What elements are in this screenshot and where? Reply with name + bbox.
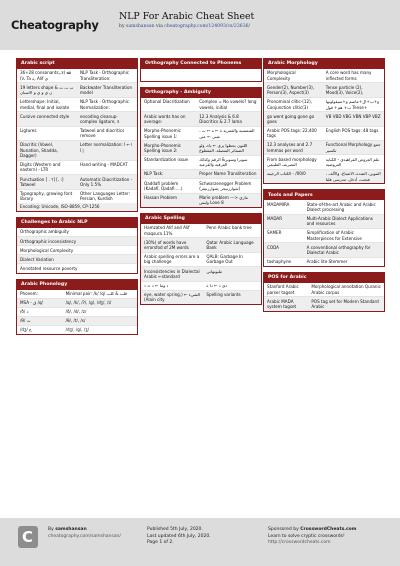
cell-term: From based morphology التصريف الطبيعي: [264, 155, 323, 169]
encoding-note: Encoding: Unicode, ISO-8859, CP-1256: [17, 203, 137, 211]
table-row: [17, 160, 137, 174]
cell-term: 36+28 consonants,ﷲ (ﻻ، ﻷ)، Ta ة, Alif ى: [20, 70, 69, 81]
cell-term: Stanford Arabic parser tagset: [267, 284, 299, 295]
cell-term: Annotated resource poverty: [17, 264, 137, 273]
cell-value: NLP Task - Orthographic Transliteration:: [80, 70, 130, 81]
table-row: [17, 97, 137, 111]
page-title: NLP For Arabic Cheat Sheet: [119, 11, 255, 22]
column-3: [263, 58, 385, 317]
updated-date: Last updated 6th July, 2020.: [147, 533, 211, 539]
cell-term: Typography, growing font library: [17, 189, 77, 203]
sponsor-label: Sponsored by: [268, 527, 299, 532]
cell-value: Qatar Arabic Language Bank: [203, 238, 261, 252]
table-row: [17, 325, 137, 334]
list-item: [17, 264, 137, 273]
cell-term: Arabic spelling errors are a big challenge: [141, 252, 203, 266]
cheatography-c-logo[interactable]: [18, 526, 38, 548]
table-row: [264, 200, 384, 214]
column-2: [140, 58, 262, 310]
table-row: [17, 112, 137, 126]
cell-term: الشيء ← (eye, water spring, Alain city): [141, 290, 203, 304]
cell-term: Inconsistencies in Dialectal Arabic ←standard: [141, 267, 203, 281]
page-number: Page 1 of 2.: [147, 540, 174, 546]
via-label: via: [156, 24, 163, 29]
table-row: [17, 141, 137, 161]
cell-term: ذ /ð/: [17, 307, 63, 316]
list-item: [17, 255, 137, 264]
cell-term: ج /dʒ/: [17, 325, 63, 334]
cell-term: 19 letters shape & ﺏ ﺕ ﺙ ﻥ ﻱ و ﻱ ﻭ ﺍﻻﺳﻨﺎﻥ: [17, 83, 77, 97]
arabic-script-section: [16, 58, 138, 212]
cell-value: Automatic Diacritization - Only 1.5%: [77, 175, 137, 189]
tools-section: [263, 189, 385, 267]
header: [0, 0, 400, 50]
cell-value: Tatweel and diacritics remove: [77, 126, 137, 140]
cell-term: ث /θ/: [17, 316, 63, 325]
cell-value: Backwater Transliteration model: [77, 83, 137, 97]
sponsor-link[interactable]: CrosswordCheats.com: [300, 527, 357, 532]
section-title: Tools and Papers: [264, 190, 384, 200]
morphology-section: [263, 58, 385, 184]
table-row: [141, 281, 261, 290]
section-title: Arabic Morphology: [264, 59, 384, 69]
sheet-url-link[interactable]: cheatography.com/124093/cs/23636/: [164, 24, 251, 29]
table-row: [141, 170, 261, 179]
sponsor-tagline: Learn to solve cryptic crosswords!: [268, 533, 345, 539]
cell-value: Tense particle (2), Mood(3), Voice(2),: [323, 83, 384, 97]
cell-term: NLP Task:: [141, 170, 196, 179]
cell-term: MADAR: [264, 214, 304, 228]
table-row: [141, 290, 261, 304]
table-row: [17, 83, 137, 97]
cell-term: (30%) of words have errorsfod of 2M words: [141, 238, 203, 252]
cell-value: علم العروض الفراهيدي - الكناية العروضية: [323, 155, 384, 169]
by-label: By: [48, 527, 54, 532]
cell-term: go went going gone go goes: [264, 112, 323, 126]
cell-value: دى ذ ← دا ة: [203, 281, 261, 290]
table-row: [17, 307, 137, 316]
table-row: [141, 193, 261, 207]
cell-term: Morphological Complexity: [17, 246, 137, 255]
table-row: [141, 126, 261, 140]
cell-value: Marie problem ---> ماري وليس Love 8: [196, 193, 261, 207]
cell-value: Multi-Arabic Dialect Applications and resources: [304, 214, 384, 228]
cell-term: Morpho-Phonemic Spelling issue 1:: [141, 126, 196, 140]
table-row: [141, 155, 261, 169]
logo-letter: C: [22, 528, 34, 546]
cell-term: Lettershape: Initial, medial, final and isolate: [17, 97, 77, 111]
cell-value: /ð/, /d/, /z/: [63, 307, 137, 316]
cell-term: Hassan Problem: [141, 193, 196, 207]
table-row: [141, 112, 261, 126]
cell-value: Morphological annotation Quranic Arabic corpus: [311, 284, 381, 295]
table-row: [141, 141, 261, 155]
cell-value: Schwarzenegger Problem (شوارزنيجر ,شوارزنيغر): [196, 179, 261, 193]
cell-value: State-of-the-art Arabic and Arabic Dialect processing: [306, 201, 376, 212]
cell-term: CODA: [264, 243, 304, 257]
logo-text: Cheatography: [11, 18, 99, 32]
cell-term: MSA - ق /q/: [17, 298, 63, 307]
sponsor-url[interactable]: http://crosswordcheats.com: [268, 540, 331, 546]
cell-value: Hand writing - MADCAT: [77, 160, 137, 174]
cheatography-logo[interactable]: [11, 18, 99, 35]
cell-value: A conventional orthography for Dialectal Arabic: [304, 243, 384, 257]
table-row: [17, 175, 137, 189]
footer-sponsor: [268, 527, 356, 547]
cell-value: QALB: Garbage In Garbage Out: [203, 252, 261, 266]
cell-value: /dʒ/, /g/, /ʒ/: [63, 325, 137, 334]
table-row: [141, 267, 261, 281]
table-row: [264, 283, 384, 297]
cell-value: POS tag set for Modern Standard Arabic: [308, 297, 384, 311]
cell-value: A core word has many inflected forms: [325, 70, 372, 81]
list-item: [17, 228, 137, 237]
table-row: [141, 224, 261, 238]
cell-value: 12.3 Analysis & 6.8 Diacritics & 2.7 lama: [196, 112, 261, 126]
cell-value: Proper Name Transliteration: [196, 170, 261, 179]
table-row: [141, 238, 261, 252]
cell-term: Digits (Western and eastern) - LTR: [17, 160, 77, 174]
cell-term: Arabic POS tags: 22,400 tags: [264, 126, 323, 140]
table-row: [264, 69, 384, 83]
by-label: by: [119, 24, 125, 29]
list-item: [17, 237, 137, 246]
cell-term: Gender(2), Number(3), Person(3), Aspect(3): [264, 83, 323, 97]
arabic-script-table: [17, 69, 137, 203]
table-row: [264, 297, 384, 311]
cell-term: Hamzated Alif and Alif maqsura 11%: [144, 225, 190, 236]
footer-author-url[interactable]: cheatography.com/samshansan/: [48, 533, 121, 539]
cell-value: /θ/, /t/, /s/: [63, 316, 137, 325]
cell-term: SAMER: [264, 229, 304, 243]
table-row: [264, 169, 384, 183]
table-row: [17, 298, 137, 307]
table-row: [264, 141, 384, 155]
cell-term: Arabic words has on average:: [141, 112, 196, 126]
table-row: [264, 112, 384, 126]
cell-value: NLP Task - Orthographic Normalization:: [77, 97, 137, 111]
table-row: [264, 97, 384, 111]
cell-value: /q/, /k/, /ʔ/, /g/, /dʒ/, /ɪ/: [63, 298, 137, 307]
challenges-section: [16, 217, 138, 273]
cell-term: 00/0/ - الكتاب الرجيبة: [264, 169, 323, 183]
cell-value: و+ب+ال+عاصم و+سيقولونها +Tense ب+ هم+ قول: [323, 97, 384, 111]
section-title: Arabic Phonology: [17, 280, 137, 290]
table-row: [17, 69, 137, 83]
table-row: [17, 316, 137, 325]
cell-term: MADAMIRA: [267, 201, 290, 207]
cell-value: Minimal pair: /k/ /q/ قلب & كلب: [65, 290, 128, 296]
cell-term: Arabic MADA system tagset: [264, 297, 308, 311]
table-row: [141, 179, 261, 193]
section-title: Arabic Spelling: [141, 214, 261, 224]
cell-value: Other Languages Letter: Persian, Kurdish: [77, 189, 137, 203]
spelling-section: [140, 213, 262, 305]
cell-term: Dialect Variation: [17, 255, 137, 264]
section-title: Challenges to Arabic NLP: [17, 218, 137, 228]
cell-value: VB VBD VBG VBN VBP VBZ: [323, 112, 384, 126]
cell-value: سوبرا وسوبر& الرقم وكذلك الفرقية والقرعية: [196, 155, 261, 169]
cell-term: Phonem:: [20, 290, 39, 296]
section-title: Arabic script: [17, 59, 137, 69]
table-row: [17, 189, 137, 203]
cell-value: Penn Arabic bank tree: [206, 225, 252, 231]
section-title: Orthography - Ambiguity: [141, 88, 261, 98]
header-byline: [119, 24, 250, 30]
author-link[interactable]: samshansan: [126, 24, 155, 29]
table-row: [17, 290, 137, 299]
ortho-phonems-section: [140, 58, 262, 82]
footer-author: [48, 527, 121, 540]
table-row: [264, 83, 384, 97]
list-item: [17, 246, 137, 255]
cell-term: tashaphyne: [264, 257, 304, 266]
cell-value: English POS tags: 48 tags: [323, 126, 384, 140]
cell-value: Complex = No vowels? long vowels, initial: [199, 99, 257, 110]
section-title: Orthography Connected to Phonems: [141, 59, 261, 69]
cell-term: Ligtures: [17, 126, 77, 140]
table-row: [264, 243, 384, 257]
cell-term: Morpho-Phonemic Spelling issue 2:: [141, 141, 196, 155]
cell-term: Pronominal clitic-(12), Conjunction clitic(3): [264, 97, 323, 111]
column-1: [16, 58, 138, 340]
table-row: [264, 214, 384, 228]
cell-term: Diacritic (Vowel, Nunation, Shadda, Dagger): [17, 141, 77, 161]
cell-value: Functional Morphology جمع تكسير: [323, 141, 384, 155]
cell-term: Standardization issue: [141, 155, 196, 169]
table-row: [264, 155, 384, 169]
cell-term: Punctuation [ . ؟] [، ؛] Tatweel: [17, 175, 77, 189]
cell-term: Optional Diacritization: [144, 99, 190, 105]
cell-term: Cursive connected style: [17, 112, 77, 126]
cell-term: 12.3 analyses and 2.7 lemmas per word: [264, 141, 323, 155]
ambiguity-section: [140, 87, 262, 208]
cell-value: التنوين، الشدة، الاشباع، والألف ، فتحت، أدخل، مدرسى قلنا: [323, 169, 384, 183]
table-row: [141, 98, 261, 112]
cell-value: اللتون يحظوا يرى ← ياء، ولو الضمائر المتصلة، المقطوع: [196, 141, 261, 155]
footer-dates: [147, 527, 211, 547]
table-row: [141, 252, 261, 266]
cell-value: الشمسية والقمرية ة ← ه ← ت ، عيني ← عين: [196, 126, 261, 140]
cell-value: Spelling variants: [203, 290, 261, 304]
table-row: [17, 126, 137, 140]
section-title: POS for Arabic: [264, 273, 384, 283]
table-row: [264, 126, 384, 140]
footer: [0, 518, 400, 566]
phonology-section: [16, 279, 138, 335]
cell-value: encoding cleanup-complex ligature, ﻻ: [77, 112, 137, 126]
pos-section: [263, 272, 385, 312]
cell-value: Letter normalization: ا ← أ إ آ: [77, 141, 137, 161]
cell-term: Orthographic inconsistency: [17, 237, 137, 246]
cell-value: مليونهاتي: [203, 267, 261, 281]
cell-term: Morphological Complexity: [267, 70, 296, 81]
table-row: [264, 229, 384, 243]
footer-author-link[interactable]: samshansan: [55, 527, 87, 532]
cell-value: Simplification of Arabic Masterpieces for Extensive: [304, 229, 384, 243]
cell-term: Qaddafi problem (Kadafi, Qadafi.....): [141, 179, 196, 193]
cell-term: د وما ← ذ = ذ: [141, 281, 203, 290]
cell-term: Orthographic ambiguity: [20, 229, 69, 235]
cell-value: Arabic lite Stemmer: [304, 257, 384, 266]
table-row: [264, 257, 384, 266]
published-date: Published 5th July, 2020.: [147, 527, 203, 532]
